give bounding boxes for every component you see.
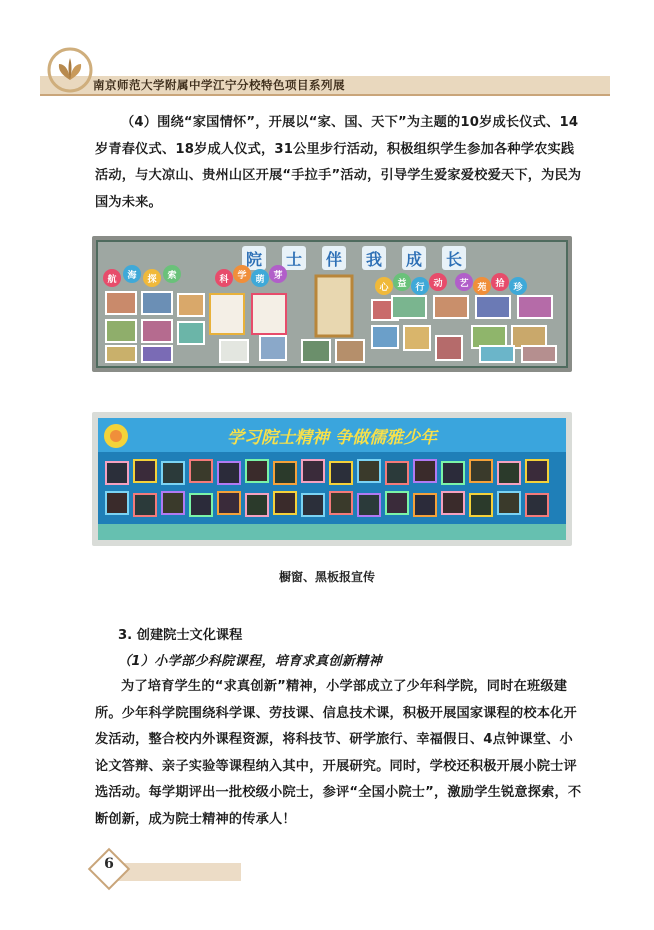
blackboard-photo <box>92 412 572 546</box>
bubble-char: 学 <box>237 271 247 281</box>
bubble-char: 珍 <box>513 283 523 293</box>
sub-heading: （1）小学部少科院课程，培育求真创新精神 <box>118 654 383 669</box>
bubble-char: 航 <box>107 275 117 285</box>
bubble-char: 萌 <box>255 275 265 285</box>
bubble-char: 艺 <box>459 279 469 289</box>
bubble-char: 动 <box>433 279 443 289</box>
bubble-char: 芽 <box>273 271 283 281</box>
paragraph-text: 为了培育学生的“求真创新”精神，小学部成立了少年科学院，同时在班级建所。少年科学院围绕科学课、劳技课、信息技术课，积极开展国家课程的校本化开发活动，整合校内外课程资源，将科技节、研学旅行、幸福假日、4点钟课堂、小论文答辩、亲子实验等课程纳入其中，开展研究。同时，学校还积极开展小院士评选活动。每学期评出一批校级小院士，参评“全国小院士”，激励学生锐意探索，不断创新，成为院士精神的传承人！ <box>95 679 582 827</box>
bubble-char: 拾 <box>495 279 505 289</box>
bubble-char: 科 <box>219 275 229 285</box>
bubble-char: 探 <box>147 275 157 285</box>
board-title-char: 院 <box>245 250 263 269</box>
photo-caption: 橱窗、黑板报宣传 <box>278 570 375 584</box>
board-title-char: 我 <box>365 250 383 269</box>
showcase-board-photo <box>92 236 572 372</box>
section-heading: 3. 创建院士文化课程 <box>118 628 243 643</box>
board-title-char: 伴 <box>325 250 343 269</box>
paragraph-home-country <box>95 110 583 216</box>
paragraph-text: （4）围绕“家国情怀”，开展以“家、国、天下”为主题的10岁成长仪式、14岁青春仪式、18岁成人仪式，31公里步行活动，积极组织学生参加各种学农实践活动，与大凉山、贵州山区开展“手拉手”活动，引导学生爱家爱校爱天下，为民为国为未来。 <box>95 115 582 210</box>
bubble-char: 心 <box>379 283 389 293</box>
bubble-char: 索 <box>167 271 177 281</box>
bubble-char: 海 <box>127 271 137 281</box>
board-title-char: 士 <box>285 250 303 269</box>
page-number: 6 <box>104 856 114 872</box>
school-logo-icon <box>46 46 94 94</box>
board-title-char: 长 <box>445 250 463 269</box>
bubble-char: 苑 <box>477 283 487 293</box>
header-title: 南京师范大学附属中学江宁分校特色项目系列展 <box>93 78 345 92</box>
header-rule <box>40 94 610 96</box>
board-title-char: 成 <box>405 250 423 269</box>
paragraph-young-academy <box>95 674 583 833</box>
blackboard-title: 学习院士精神 争做儒雅少年 <box>227 428 437 448</box>
bubble-char: 行 <box>415 283 425 293</box>
bubble-char: 益 <box>397 279 407 289</box>
